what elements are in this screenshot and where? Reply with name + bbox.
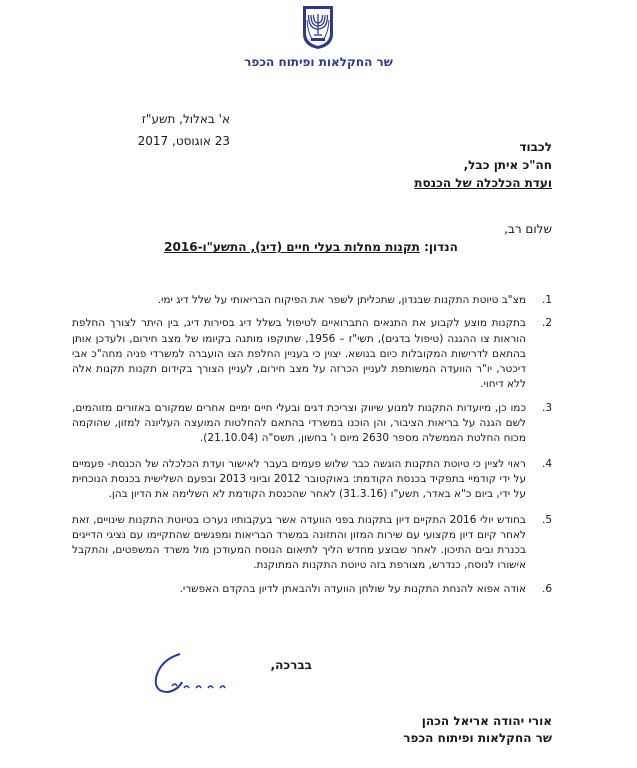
paragraph-text: בחודש יולי 2016 התקיים דיון בתקנות בפני הוועדה אשר בעקבותיו נערכו בטיוטת התקנות שינויים, זאת לאחר קיום דיון מקצועי עם שירות המזון והתזונה במשרד הבריאות ומפגשים שהתקיימו עם נציגי הדייגים בכנרת ובים התיכון. לאחר שבוצע מחדש הליך לתיאום הנוסח המעודכן מול משרד המשפטים, והתקבל אישורו לנוסח, כנדרש, מצורפת בזה טיוטת התקנות המתוקנת. bbox=[72, 513, 526, 572]
paragraph-item bbox=[72, 293, 552, 308]
letter-body bbox=[72, 293, 552, 597]
paragraph-number: 1. bbox=[541, 294, 552, 306]
paragraph-number: 2. bbox=[541, 317, 552, 330]
paragraph-number: 3. bbox=[541, 401, 552, 414]
paragraph-number: 5. bbox=[541, 513, 552, 526]
recipient-name: חה"כ איתן כבל, bbox=[463, 158, 552, 172]
paragraph-item bbox=[72, 513, 552, 574]
recipient-block bbox=[292, 138, 552, 192]
paragraph-number: 6. bbox=[541, 582, 552, 595]
gregorian-date: 23 אוגוסט, 2017 bbox=[137, 134, 230, 148]
hebrew-date: א' באלול, תשע"ז bbox=[141, 112, 230, 126]
paragraph-text: כמו כן, מיועדות התקנות למנוע שיווק וצריכת דגים ובעלי חיים ימיים אחרים שמקורם באזורים מזוהמים, לשם הגנה על בריאות הציבור, והן הוכנו במשרדי בהתאם להחלטות המועצה העליונה למזון, שהוקמה מכוח החלטת הממשלה מספר 2630 מיום ו' בחשון, תשס"ה (21.10.04). bbox=[72, 401, 526, 445]
paragraph-number: 4. bbox=[541, 457, 552, 470]
date-block bbox=[60, 108, 230, 152]
paragraph-text: בתקנות מוצע לקבוע את התנאים התברואיים לטיפול בשלל דיג בסירות דיג, בין היתר לצורך החלפת הוראות צו ההגנה (טיפול בדגים), תשי"ז – 1956, שתוקפו מותנה בקיומו של מצב חירום, ולעדכן אותן בהתאם לדרישות המקובלות כיום בנושא. יצוין כי בעניין החלפת הצו הועברה למשרדי פניה מחה"כ אבי דיכטר, יו"ר הוועדה המשותפת לעניין הכרזה על מצב חירום, לעניין הצורך בקידום תקנות תקנות אלה ללא דיחוי. bbox=[72, 317, 526, 391]
state-emblem-menorah-icon bbox=[299, 4, 337, 50]
recipient-committee: ועדת הכלכלה של הכנסת bbox=[414, 176, 552, 190]
paragraph-item bbox=[72, 401, 552, 447]
ministry-header: שר החקלאות ופיתוח הכפר bbox=[244, 55, 393, 69]
paragraph-item bbox=[72, 457, 552, 503]
closing: בברכה, bbox=[270, 658, 312, 672]
paragraph-item bbox=[72, 316, 552, 392]
handwritten-signature bbox=[150, 646, 240, 702]
recipient-salutation: לכבוד bbox=[519, 140, 552, 154]
paragraph-text: ראוי לציין כי טיוטת התקנות הוגשה כבר שלוש פעמים בעבר לאישור ועדת הכלכלה של הכנסת- פעמיים על ידי קודמיי בתפקיד בכנסת הקודמת: באוקטובר 2012 וביוני 2013 ובפעם השלישית בכנסת הנוכחית על ידי, ביום כ"א באדר, תשע"ו (31.3.16) לאחר שהכנסת הקודמת לא השלימה את הדיון בהן. bbox=[72, 457, 527, 501]
subject-line bbox=[70, 240, 552, 254]
signer-title: שר החקלאות ופיתוח הכפר bbox=[403, 731, 552, 745]
subject-text: תקנות מחלות בעלי חיים (דיג), התשע"ו-2016 bbox=[164, 240, 420, 254]
paragraph-text: אודה אפוא להנחת התקנות על שולחן הוועדה ולהבאתן לדיון בהקדם האפשרי. bbox=[179, 582, 526, 595]
paragraph-text: מצ"ב טיוטת התקנות שבנדון, שתכליתן לשפר את הפיקוח הבריאותי על שלל דיג ימי. bbox=[157, 294, 526, 306]
subject-prefix: הנדון: bbox=[424, 240, 458, 254]
paragraph-item bbox=[72, 582, 552, 597]
signer-name: אורי יהודה אריאל הכהן bbox=[421, 714, 552, 728]
greeting: שלום רב, bbox=[504, 222, 552, 236]
